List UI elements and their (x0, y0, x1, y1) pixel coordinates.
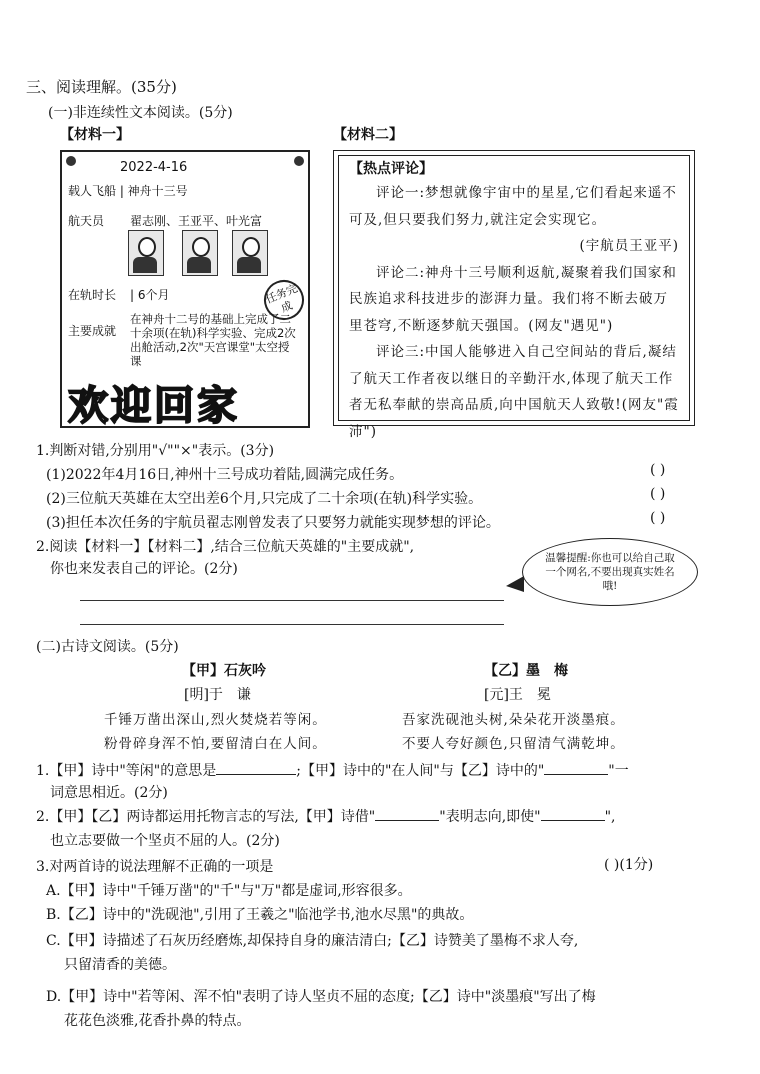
p2-q1-text-a: 1.【甲】诗中"等闲"的意思是 (36, 763, 217, 779)
material2-label: 【材料二】 (333, 127, 403, 143)
answer-blank[interactable]: ( ) (650, 510, 666, 526)
option-d-line2: 花花色淡雅,花香扑鼻的特点。 (64, 1013, 251, 1029)
answer-line[interactable] (80, 600, 504, 601)
poem-a-title: 【甲】石灰吟 (182, 663, 266, 679)
comment-one: 评论一:梦想就像宇宙中的星星,它们看起来遥不可及,但只要我们努力,就注定会实现它。 (349, 185, 677, 228)
comment-two: 评论二:神舟十三号顺利返航,凝聚着我们国家和民族追求科技进步的澎湃力量。我们将不断去破万里苍穹,不断逐梦航天强国。(网友"遇见") (349, 264, 677, 334)
poem-a-author: [明]于 谦 (184, 687, 251, 703)
crew-label: 航天员 (68, 214, 105, 228)
option-d-line1: D.【甲】诗中"若等闲、浑不怕"表明了诗人坚贞不屈的态度;【乙】诗中"淡墨痕"写出了梅 (46, 989, 596, 1005)
poem-b-line2: 不要人夸好颜色,只留清气满乾坤。 (402, 736, 625, 752)
answer-blank[interactable]: ( ) (650, 462, 666, 478)
q2-prompt-line1: 2.阅读【材料一】【材料二】,结合三位航天英雄的"主要成就", (36, 539, 415, 555)
achievement-text: 在神舟十二号的基础上完成了二十余项(在轨)科学实验、完成2次出舱活动,2次"天宫课堂"太空授课 (130, 312, 296, 368)
achievement-label: 主要成就 (68, 324, 117, 338)
answer-blank[interactable]: ( ) (650, 486, 666, 502)
option-c-line1: C.【甲】诗描述了石灰历经磨炼,却保持自身的廉洁清白;【乙】诗赞美了墨梅不求人夸, (46, 933, 579, 949)
answer-blank[interactable] (216, 762, 296, 775)
section-title: 三、阅读理解。(35分) (26, 78, 177, 96)
corner-hole-icon (66, 156, 76, 166)
answer-blank[interactable] (375, 808, 439, 821)
p2-q1-text-c: "一 (608, 763, 629, 779)
material2-card (333, 150, 695, 440)
answer-blank[interactable] (544, 762, 608, 775)
q1-item: (2)三位航天英雄在太空出差6个月,只完成了二十余项(在轨)科学实验。 (46, 491, 483, 507)
q1-item: (3)担任本次任务的宇航员翟志刚曾发表了只要努力就能实现梦想的评论。 (46, 515, 500, 531)
reminder-bubble: 温馨提醒:你也可以给自己取一个网名,不要出现真实姓名哦! (522, 538, 698, 606)
crew-names: 翟志刚、王亚平、叶光富 (130, 214, 263, 228)
hot-comment-heading: 【热点评论】 (349, 161, 433, 177)
option-b: B.【乙】诗中的"洗砚池",引用了王羲之"临池学书,池水尽黑"的典故。 (46, 907, 474, 923)
p2-q1-text-b: ;【甲】诗中的"在人间"与【乙】诗中的" (296, 763, 545, 779)
p2-q2-line2: 也立志要做一个坚贞不屈的人。(2分) (50, 833, 280, 849)
option-a: A.【甲】诗中"千锤万凿"的"千"与"万"都是虚词,形容很多。 (46, 883, 412, 899)
p2-q3-prompt: 3.对两首诗的说法理解不正确的一项是 (36, 859, 274, 875)
p2-q3-answer-blank[interactable]: ( )(1分) (604, 857, 654, 873)
poem-a-line2: 粉骨碎身浑不怕,要留清白在人间。 (104, 736, 327, 752)
spacecraft-info: 载人飞船 | 神舟十三号 (68, 184, 188, 198)
p2-q2-text-b: "表明志向,即使" (439, 809, 541, 825)
answer-line[interactable] (80, 624, 504, 625)
part1-title: (一)非连续性文本阅读。(5分) (48, 105, 233, 121)
q1-item: (1)2022年4月16日,神州十三号成功着陆,圆满完成任务。 (46, 467, 404, 483)
astronaut-photo (182, 230, 218, 276)
p2-q2-line1 (36, 806, 615, 826)
landing-date: 2022-4-16 (120, 160, 188, 175)
answer-blank[interactable] (541, 808, 605, 821)
corner-hole-icon (294, 156, 304, 166)
poem-b-author: [元]王 冕 (484, 687, 551, 703)
p2-q1-line1 (36, 760, 629, 780)
welcome-home-banner: 欢迎回家 (68, 383, 240, 429)
part2-title: (二)古诗文阅读。(5分) (36, 639, 179, 655)
poem-a-line1: 千锤万凿出深山,烈火焚烧若等闲。 (104, 712, 327, 728)
option-c-line2: 只留清香的美德。 (64, 957, 176, 973)
astronaut-photo (232, 230, 268, 276)
poem-b-line1: 吾家洗砚池头树,朵朵花开淡墨痕。 (402, 712, 625, 728)
duration-value: | 6个月 (130, 288, 170, 302)
duration-label: 在轨时长 (68, 288, 117, 302)
comment-three: 评论三:中国人能够进入自己空间站的背后,凝结了航天工作者夜以继日的辛勤汗水,体现了航天工作者无私奉献的崇高品质,向中国航天人致敬!(网友"霞沛") (349, 344, 679, 440)
p2-q2-text-c: ", (604, 809, 616, 825)
bubble-tail (506, 576, 524, 592)
poem-b-title: 【乙】墨 梅 (484, 663, 568, 679)
comment-one-author: (宇航员王亚平) (579, 238, 679, 254)
q1-prompt: 1.判断对错,分别用"√""×"表示。(3分) (36, 443, 275, 459)
mission-complete-stamp: 任务完成 (258, 274, 310, 326)
material1-card (60, 150, 310, 428)
q2-prompt-line2: 你也来发表自己的评论。(2分) (50, 561, 238, 577)
material1-label: 【材料一】 (60, 127, 130, 143)
p2-q2-text-a: 2.【甲】【乙】两诗都运用托物言志的写法,【甲】诗借" (36, 809, 376, 825)
astronaut-photo (128, 230, 164, 276)
p2-q1-line2: 词意思相近。(2分) (50, 785, 168, 801)
